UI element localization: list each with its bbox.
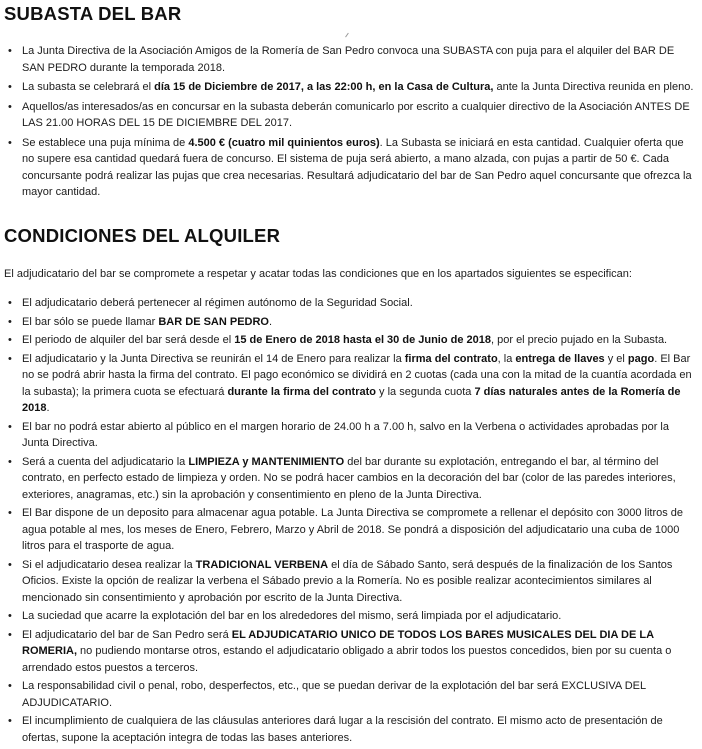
bold-text: TRADICIONAL VERBENA <box>195 558 329 571</box>
text-segment: . El Bar no se podrá abrir hasta la firma del contrato. El pago económico se dividirá en 2 cuotas (cada una con la mitad de la cuantía acordada en la subasta); la primera cuota se efectuará <box>22 352 692 398</box>
text-segment: Se establece una puja mínima de <box>22 136 189 149</box>
text-segment: La Junta Directiva de la Asociación Amigos de la Romería de San Pedro convoca una SUBASTA con puja para el alquiler del BAR DE SAN PEDRO durante la temporada 2018. <box>22 45 675 74</box>
bold-text: durante la firma del contrato <box>227 385 376 398</box>
list-item <box>0 135 694 201</box>
text-segment: . <box>268 315 273 328</box>
list-item <box>0 351 694 417</box>
text-segment: El Bar dispone de un deposito para almacenar agua potable. La Junta Directiva se compromete a rellenar el depósito con 3000 litros de agua potable al mes, los meses de Enero, Febrero, Marzo y Abril de 2018. Se pondrá a disposición del adjudicatario una cuba de 1000 litros para el trasporte de agua. <box>22 507 684 552</box>
list-item <box>0 678 694 711</box>
text-segment: El incumplimiento de cualquiera de las cláusulas anteriores dará lugar a la rescisión del contrato. El mismo acto de presentación de ofertas, supone la aceptación integra de todas las bases anteriores. <box>22 715 663 744</box>
bold-text: 15 de Enero de 2018 hasta el 30 de Junio de 2018 <box>234 334 491 346</box>
bold-text: pago <box>627 352 655 365</box>
text-segment: , por el precio pujado en la Subasta. <box>491 334 668 346</box>
text-segment: Será a cuenta del adjudicatario la <box>22 455 189 468</box>
text-segment: el día de Sábado Santo, será después de la finalización de los Santos Oficios. Existe la opción de realizar la verbena el Sábado previo a la Romería. No es posible realizar acontecimientos similares al mencionado sin consentimiento y aprobación por escrito de la Junta Directiva. <box>22 558 673 604</box>
text-segment: del bar durante su explotación, entregando el bar, al término del contrato, en perfecto estado de limpieza y orden. No se podrá hacer cambios en la decoración del bar (color de las paredes interiores, exteriores, anagramas, etc.) sin la aprobación y consentimiento en pleno de la Junta Directiva. <box>22 455 676 501</box>
text-segment: Aquellos/as interesados/as en concursar en la subasta deberán comunicarlo por escrito a cualquier directivo de la Asociación ANTES DE LAS 21.00 HORAS DEL 15 DE DICIEMBRE DEL 2017. <box>22 100 690 129</box>
text-segment: ante la Junta Directiva reunida en pleno. <box>493 81 694 93</box>
text-segment: Si el adjudicatario desea realizar la <box>22 558 196 571</box>
text-segment: , la <box>497 352 516 365</box>
bold-text: firma del contrato <box>404 352 498 365</box>
scan-mark <box>345 33 353 41</box>
list-item <box>0 713 694 746</box>
conditions-list <box>0 295 694 748</box>
text-segment: y la segunda cuota <box>375 385 475 398</box>
text-segment: El adjudicatario y la Junta Directiva se reunirán el 14 de Enero para realizar la <box>22 352 405 365</box>
list-item <box>0 557 694 607</box>
section-title-subasta: SUBASTA DEL BAR <box>4 3 182 24</box>
bold-text: BAR DE SAN PEDRO <box>158 315 269 328</box>
list-item <box>0 99 694 132</box>
bold-text: entrega de llaves <box>515 352 605 365</box>
text-segment: La subasta se celebrará el <box>22 81 155 93</box>
section-title-condiciones: CONDICIONES DEL ALQUILER <box>4 225 281 246</box>
text-segment: El bar sólo se puede llamar <box>22 315 159 328</box>
subasta-list <box>0 43 694 204</box>
list-item <box>0 43 694 76</box>
list-item <box>0 79 694 96</box>
bold-text: LIMPIEZA y MANTENIMIENTO <box>188 455 345 468</box>
list-item <box>0 505 694 555</box>
text-segment: El adjudicatario deberá pertenecer al régimen autónomo de la Seguridad Social. <box>22 297 413 309</box>
text-segment: El adjudicatario del bar de San Pedro será <box>22 628 232 641</box>
list-item <box>0 608 694 625</box>
text-segment: no pudiendo montarse otros, estando el adjudicatario obligado a abrir todos los puestos concedidos, bien por su cuenta o arrendado estos puestos a terceros. <box>22 645 672 674</box>
list-item <box>0 332 694 349</box>
list-item <box>0 627 694 677</box>
list-item <box>0 419 694 452</box>
list-item <box>0 314 694 331</box>
bold-text: EL ADJUDICATARIO UNICO DE TODOS LOS BARES MUSICALES DEL DIA DE LA ROMERIA, <box>22 628 654 657</box>
bold-text: día 15 de Diciembre de 2017, a las 22:00 h, en la Casa de Cultura, <box>154 81 494 93</box>
text-segment: y el <box>604 352 628 365</box>
list-item <box>0 454 694 504</box>
text-segment: La responsabilidad civil o penal, robo, desperfectos, etc., que se puedan derivar de la explotación del bar será EXCLUSIVA DEL ADJUDICATARIO. <box>22 680 646 709</box>
conditions-intro: El adjudicatario del bar se compromete a respetar y acatar todas las condiciones que en los apartados siguientes se especifican: <box>4 268 632 280</box>
bold-text: 4.500 € (cuatro mil quinientos euros) <box>188 136 380 149</box>
text-segment: El periodo de alquiler del bar será desde el <box>22 334 235 346</box>
bold-text: 7 días naturales antes de la Romería de 2018 <box>22 385 681 414</box>
text-segment: La suciedad que acarre la explotación del bar en los alrededores del mismo, será limpiada por el adjudicatario. <box>22 610 562 622</box>
text-segment: . <box>46 402 50 414</box>
text-segment: El bar no podrá estar abierto al público en el margen horario de 24.00 h a 7.00 h, salvo en la Verbena o actividades aprobadas por la Junta Directiva. <box>22 420 669 449</box>
list-item <box>0 295 694 312</box>
text-segment: . La Subasta se iniciará en esta cantidad. Cualquier oferta que no supere esa cantidad quedará fuera de concurso. El sistema de puja será abierto, a mano alzada, con pujas a partir de 50 €. Cada concursante podrá realizar las pujas que crea necesarias. Resultará adjudicatario del bar de San Pedro aquel concursante que ofrezca la mayor cantidad. <box>22 136 692 198</box>
